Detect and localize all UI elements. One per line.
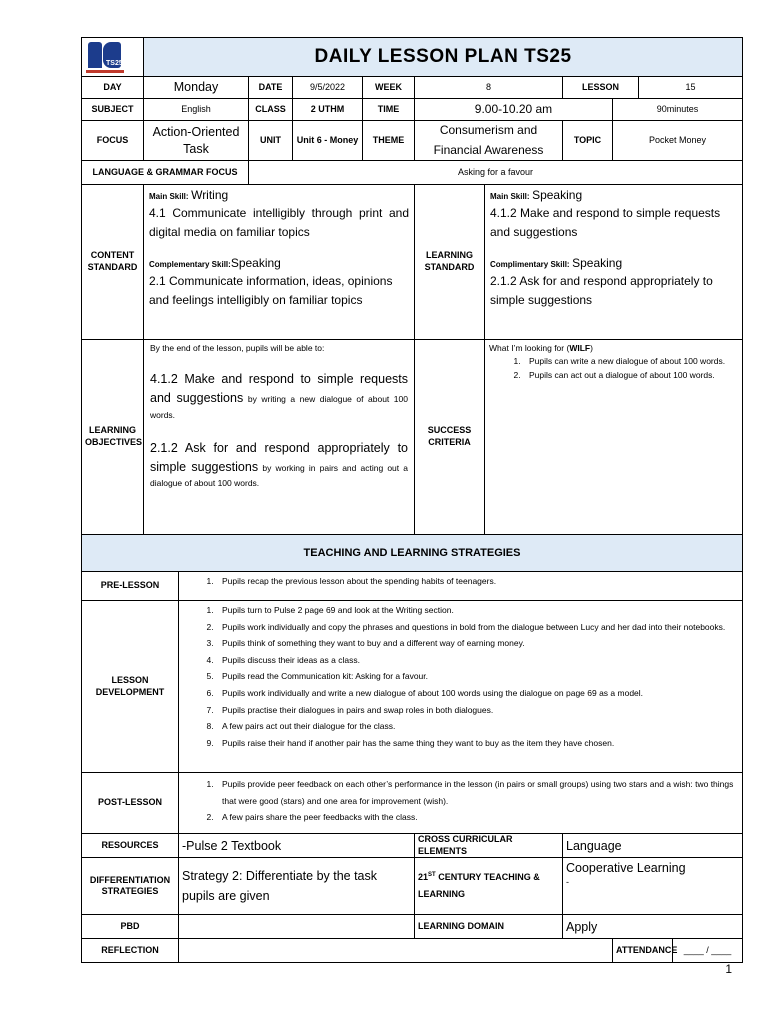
success-criteria-list: [489, 354, 738, 382]
resources-value: -Pulse 2 Textbook: [179, 834, 415, 858]
learning-domain-label: LEARNING DOMAIN: [415, 915, 563, 939]
class-label: CLASS: [249, 99, 293, 121]
lesson-development-list: [182, 602, 739, 751]
lesson-plan-sheet: [81, 37, 742, 963]
ts25-logo: TS25: [86, 40, 124, 74]
cross-curricular-value: Language: [563, 834, 743, 858]
list-item: 2. Pupils work individually and copy the phrases and questions in bold from the dialogue between Lucy and her dad into their notebooks.: [216, 619, 739, 636]
pbd-row: [82, 915, 743, 939]
language-focus-value: Asking for a favour: [249, 161, 743, 185]
learning-objectives-body: [144, 340, 415, 535]
day-label: DAY: [82, 77, 144, 99]
learning-objectives-label: LEARNING OBJECTIVES: [82, 340, 144, 535]
resources-label: RESOURCES: [82, 834, 179, 858]
list-item: 5. Pupils read the Communication kit: Asking for a favour.: [216, 668, 739, 685]
differentiation-label: DIFFERENTIATION STRATEGIES: [82, 858, 179, 915]
content-standard-label: CONTENT STANDARD: [82, 185, 144, 340]
list-item: 4. Pupils discuss their ideas as a class.: [216, 652, 739, 669]
list-item: 1. Pupils can write a new dialogue of about 100 words.: [523, 354, 738, 368]
cross-curricular-label: CROSS CURRICULAR ELEMENTS: [415, 834, 563, 858]
objective-2-detail: by working in pairs and acting out a dialogue of about 100 words.: [150, 463, 408, 489]
lesson-label: LESSON: [563, 77, 639, 99]
ls-comp-text: 2.1.2 Ask for and respond appropriately to simple suggestions: [490, 273, 713, 307]
list-item: 1. Pupils provide peer feedback on each other’s performance in the lesson (in pairs or small groups) using two stars and a wish: two things that were good (stars) and one area for improvement (wish).: [216, 776, 739, 809]
objective-2-standard: 2.1.2 Ask for and respond appropriately to simple suggestions: [150, 440, 408, 475]
lesson-development-label: LESSON DEVELOPMENT: [82, 601, 179, 773]
strategies-title-row: [82, 535, 743, 572]
list-item: 7. Pupils practise their dialogues in pairs and swap roles in both dialogues.: [216, 702, 739, 719]
resources-row: [82, 834, 743, 858]
ls-main-value: Speaking: [532, 188, 583, 202]
week-value: 8: [415, 77, 563, 99]
lesson-development-row: [82, 601, 743, 773]
success-criteria-body: [485, 340, 743, 535]
post-lesson-body: [179, 773, 743, 834]
list-item: 1. Pupils recap the previous lesson about the spending habits of teenagers.: [216, 573, 739, 590]
objective-1-detail: by writing a new dialogue of about 100 words.: [150, 394, 408, 420]
strategies-title: TEACHING AND LEARNING STRATEGIES: [82, 535, 743, 572]
ls-comp-key: Complimentary Skill:: [490, 259, 570, 269]
standards-row: [82, 185, 743, 340]
focus-row: [82, 121, 743, 161]
learning-standard-body: [485, 185, 743, 340]
ls-comp-value: Speaking: [572, 255, 623, 270]
subject-value: English: [144, 99, 249, 121]
topic-value: Pocket Money: [613, 121, 743, 161]
class-value: 2 UTHM: [293, 99, 363, 121]
page-title: DAILY LESSON PLAN TS25: [144, 38, 743, 77]
pre-lesson-body: [179, 572, 743, 601]
success-criteria-label: SUCCESS CRITERIA: [415, 340, 485, 535]
21st-century-value: Cooperative Learning -: [563, 858, 743, 915]
theme-label: THEME: [363, 121, 415, 161]
reflection-row: [82, 939, 743, 963]
differentiation-value: Strategy 2: Differentiate by the task pupils are given: [179, 858, 415, 915]
pbd-label: PBD: [82, 915, 179, 939]
list-item: 8. A few pairs act out their dialogue for the class.: [216, 718, 739, 735]
logo-cell: [82, 38, 144, 77]
lesson-development-body: [179, 601, 743, 773]
subject-label: SUBJECT: [82, 99, 144, 121]
duration-value: 90minutes: [613, 99, 743, 121]
focus-value: Action-Oriented Task: [144, 121, 249, 161]
objective-1-standard: 4.1.2 Make and respond to simple requests and suggestions: [150, 372, 408, 406]
reflection-label: REFLECTION: [82, 939, 179, 963]
content-standard-body: [144, 185, 415, 340]
unit-label: UNIT: [249, 121, 293, 161]
list-item: 2. Pupils can act out a dialogue of about 100 words.: [523, 368, 738, 382]
list-item: 1. Pupils turn to Pulse 2 page 69 and look at the Writing section.: [216, 602, 739, 619]
header-row: [82, 38, 743, 77]
attendance-label: ATTENDANCE: [613, 939, 673, 963]
pre-lesson-label: PRE-LESSON: [82, 572, 179, 601]
cs-comp-text: 2.1 Communicate information, ideas, opinions and feelings intelligibly on familiar topics: [149, 273, 393, 307]
list-item: 6. Pupils work individually and write a new dialogue of about 100 words using the dialogue on page 69 as a model.: [216, 685, 739, 702]
topic-label: TOPIC: [563, 121, 613, 161]
ls-main-key: Main Skill:: [490, 192, 530, 201]
theme-value: Consumerism and Financial Awareness: [415, 121, 563, 161]
attendance-value[interactable]: ____ / ____: [673, 939, 743, 963]
date-label: DATE: [249, 77, 293, 99]
pre-lesson-row: [82, 572, 743, 601]
objectives-row: [82, 340, 743, 535]
language-focus-label: LANGUAGE & GRAMMAR FOCUS: [82, 161, 249, 185]
learning-standard-label: LEARNING STANDARD: [415, 185, 485, 340]
learning-domain-value: Apply: [563, 915, 743, 939]
pre-lesson-list: [182, 573, 739, 590]
reflection-value[interactable]: [179, 939, 613, 963]
list-item: 2. A few pairs share the peer feedbacks with the class.: [216, 809, 739, 826]
cs-main-key: Main Skill:: [149, 192, 189, 201]
list-item: 9. Pupils raise their hand if another pair has the same thing they want to buy as the item they have chosen.: [216, 735, 739, 752]
lesson-plan-table: [81, 37, 743, 963]
subject-row: [82, 99, 743, 121]
time-label: TIME: [363, 99, 415, 121]
pbd-value[interactable]: [179, 915, 415, 939]
day-row: [82, 77, 743, 99]
date-value: 9/5/2022: [293, 77, 363, 99]
post-lesson-row: [82, 773, 743, 834]
cs-main-value: Writing: [191, 188, 229, 202]
lesson-value: 15: [639, 77, 743, 99]
cs-comp-key: Complementary Skill:: [149, 259, 231, 269]
page-number: 1: [725, 962, 732, 976]
cs-main-text: 4.1 Communicate intelligibly through print and digital media on familiar topics: [149, 205, 409, 239]
post-lesson-list: [182, 776, 739, 826]
cs-comp-value: Speaking: [230, 255, 281, 270]
list-item: 3. Pupils think of something they want to buy and a different way of earning money.: [216, 635, 739, 652]
21st-century-label: 21ST CENTURY TEACHING & LEARNING: [415, 858, 563, 915]
objectives-intro: By the end of the lesson, pupils will be able to:: [150, 343, 325, 353]
day-value: Monday: [144, 77, 249, 99]
week-label: WEEK: [363, 77, 415, 99]
ls-main-text: 4.1.2 Make and respond to simple requests and suggestions: [490, 205, 721, 239]
differentiation-row: [82, 858, 743, 915]
language-focus-row: [82, 161, 743, 185]
focus-label: FOCUS: [82, 121, 144, 161]
wilf-intro: What I’m looking for (WILF): [489, 343, 593, 353]
unit-value: Unit 6 - Money: [293, 121, 363, 161]
post-lesson-label: POST-LESSON: [82, 773, 179, 834]
time-value: 9.00-10.20 am: [415, 99, 613, 121]
